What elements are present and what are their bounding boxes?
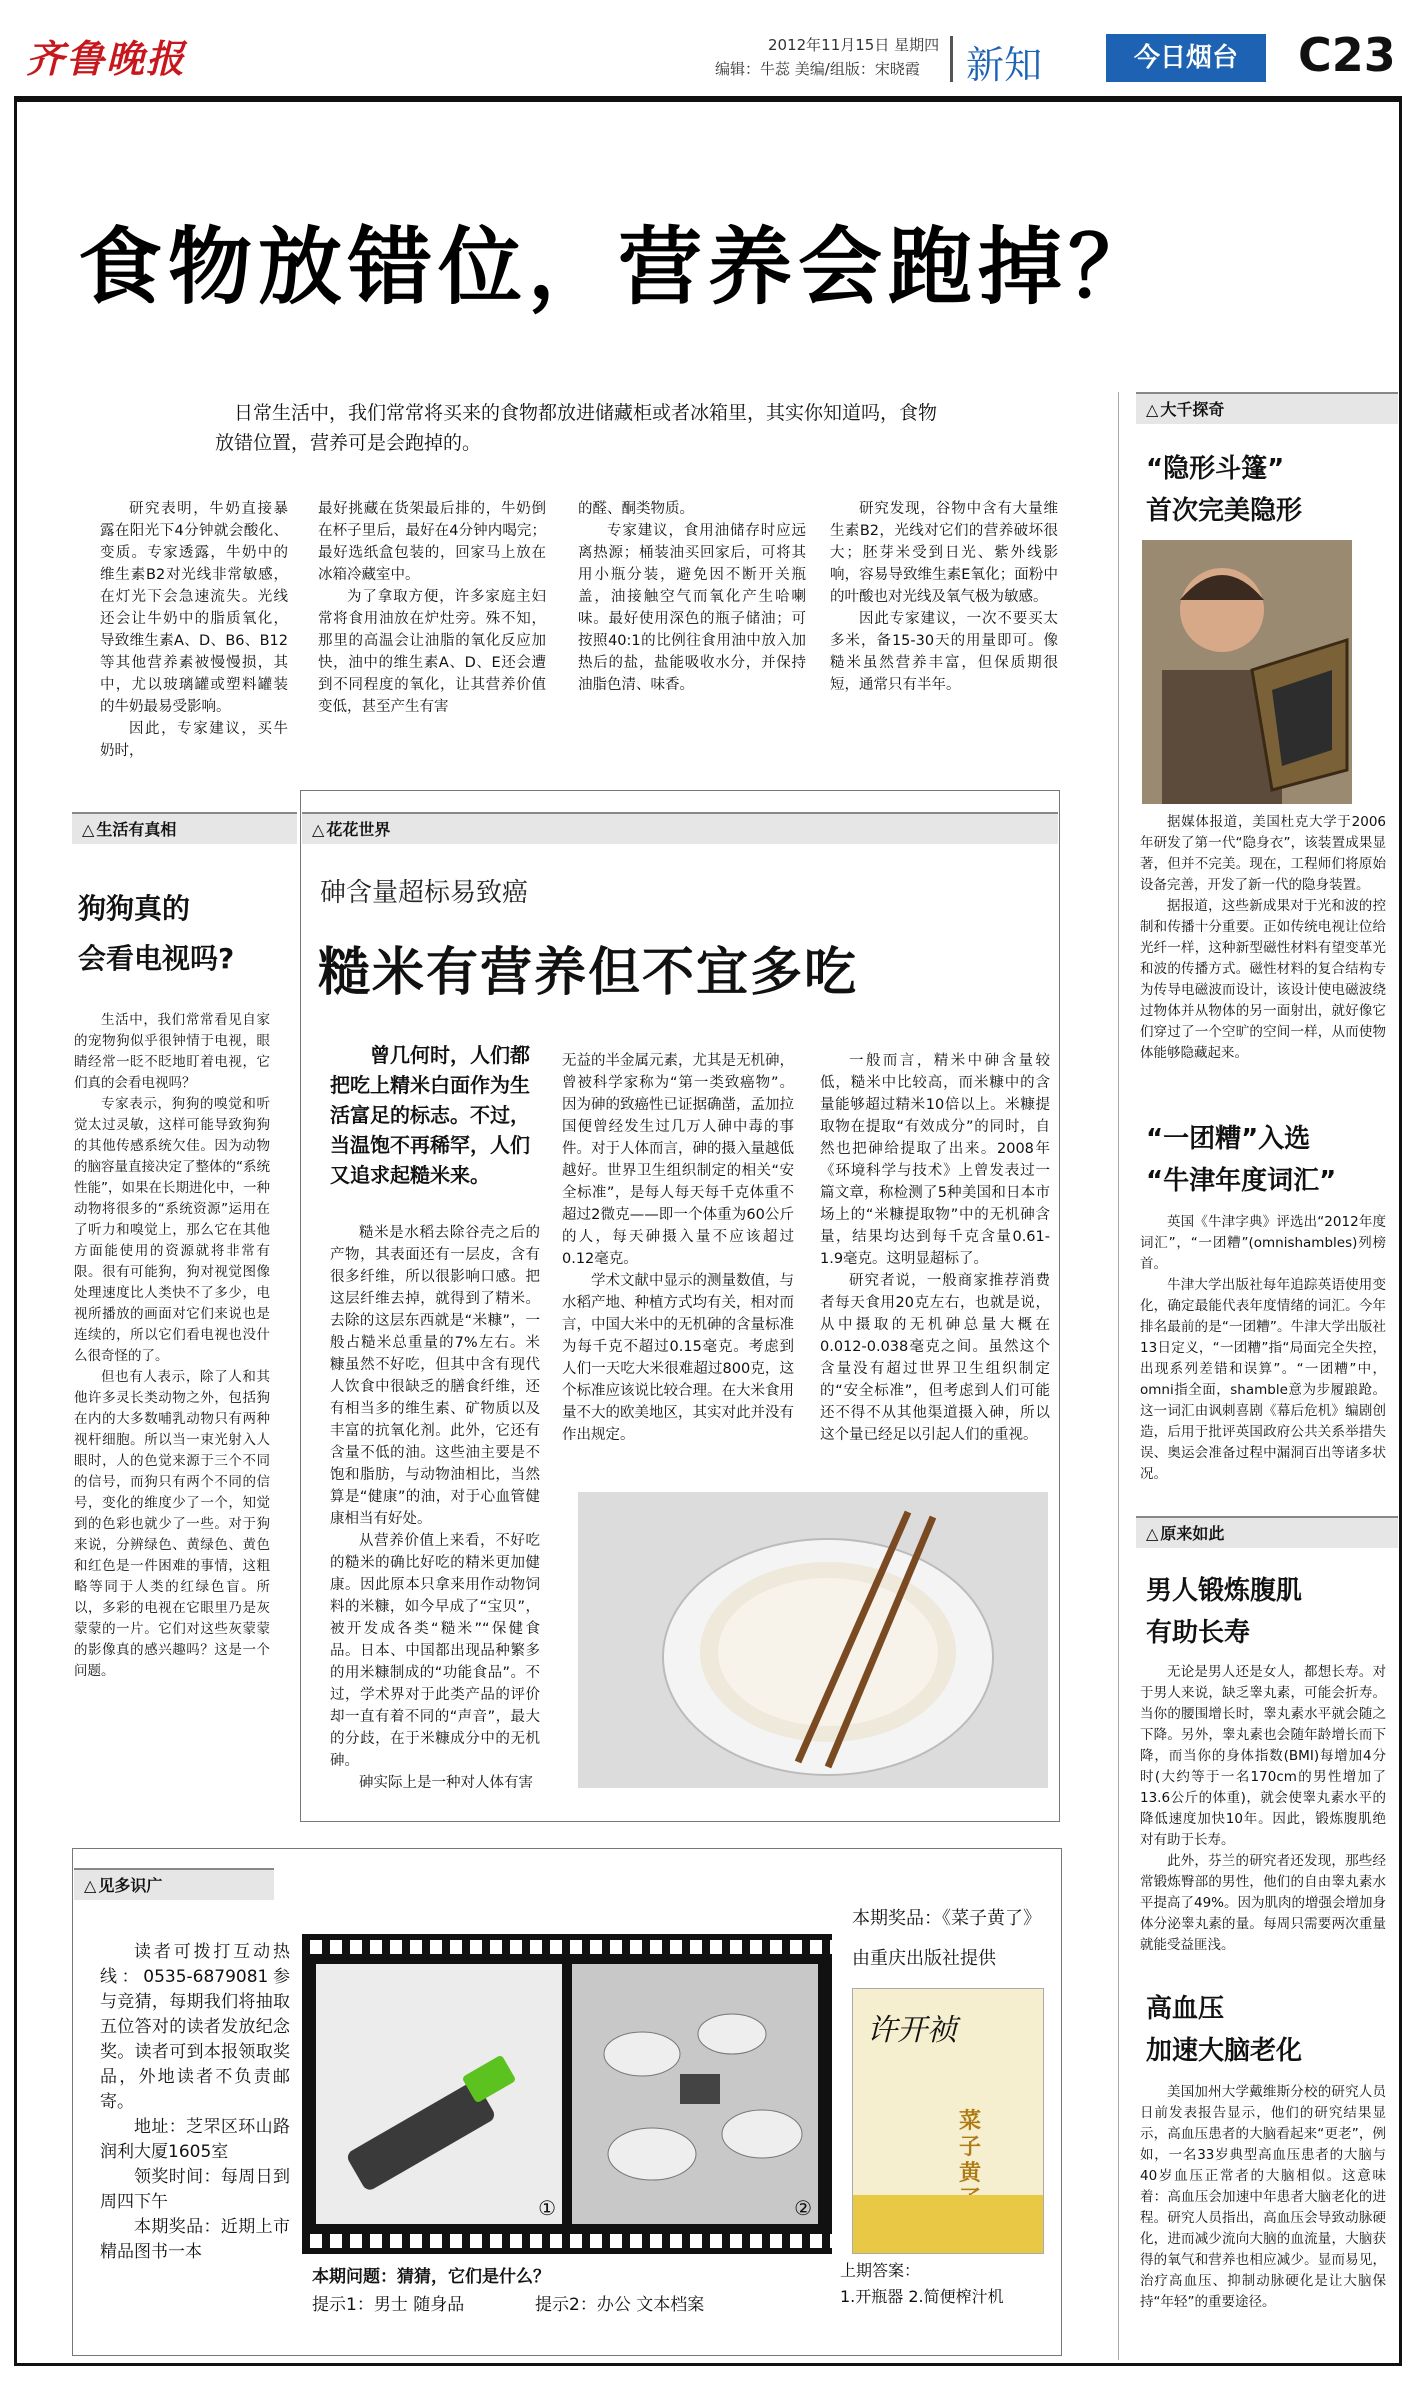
scientist-image [1142, 540, 1352, 804]
section-label: 生活有真相 [96, 820, 177, 839]
answer-text: 1.开瓶器 2.简便榨汁机 [840, 2287, 1004, 2306]
paragraph: 本期奖品：近期上市精品图书一本 [100, 2217, 290, 2262]
paragraph: 为了拿取方便，许多家庭主妇常将食用油放在炉灶旁。殊不知，那里的高温会让油脂的氧化反应加快，油中的维生素A、D、E还会遭到不同程度的氧化，让其营养价值变低，甚至产生有害 [318, 589, 546, 715]
edition-badge: 今日烟台 [1106, 34, 1266, 82]
paragraph: 此外，芬兰的研究者还发现，那些经常锻炼臀部的男性，他们的自由睾丸素水平提高了49%。因为肌肉的增强会增加身体分泌睾丸素的量。每周只需要两次重量就能受益匪浅。 [1140, 1853, 1387, 1953]
rice-bowl-image [578, 1492, 1048, 1788]
triangle-icon: △ [1146, 1524, 1159, 1543]
quiz-hint-1: 提示1：男士 随身品 [312, 2295, 465, 2315]
life-title-line2: 会看电视吗? [78, 942, 235, 975]
section-label: 原来如此 [1160, 1524, 1225, 1543]
life-body [74, 1010, 270, 1682]
story2-title-line2: “牛津年度词汇” [1146, 1166, 1337, 1196]
paragraph: 生活中，我们常常看见自家的宠物狗似乎很钟情于电视，眼睛经常一眨不眨地盯着电视，它们真的会看电视吗？ [74, 1012, 270, 1091]
paragraph: 一般而言，精米中砷含量较低，糙米中比较高，而米糠中的含量能够超过精米10倍以上。米糠提取物在提取“有效成分”的同时，自然也把砷给提取了出来。2008年《环境科学与技术》上曾发表过一篇文章，称检测了5种美国和日本市场上的“米糠提取物”中的无机砷含量，结果均达到每千克含量0.61-1.9毫克。这明显超标了。 [820, 1053, 1050, 1267]
quiz-photo-1 [316, 1964, 562, 2224]
rice-col3 [820, 1050, 1050, 1446]
triangle-icon: △ [84, 1876, 97, 1895]
paragraph: 的醛、酮类物质。 [578, 501, 694, 517]
story2-body [1140, 1212, 1386, 1485]
paragraph: 研究者说，一般商家推荐消费者每天食用20克左右，也就是说，从中摄取的无机砷总量大概在0.012-0.038毫克之间。虽然这个含量没有超过世界卫生组织制定的“安全标准”，但考虑到人们可能还不得不从其他渠道摄入砷，所以这个量已经足以引起人们的重视。 [820, 1273, 1050, 1443]
paragraph: 无益的半金属元素，尤其是无机砷，曾被科学家称为“第一类致癌物”。因为砷的致癌性已证据确凿，孟加拉国便曾经发生过几万人砷中毒的事件。对于人体而言，砷的摄入量越低越好。世界卫生组织制定的相关“安全标准”，是每人每天每千克体重不超过2微克——即一个体重为60公斤的人，每天砷摄入量不应该超过0.12毫克。 [562, 1053, 794, 1267]
story3-body [1140, 1662, 1386, 1956]
paragraph: 专家建议，食用油储存时应远离热源；桶装油买回家后，可将其用小瓶分装，避免因不断开关瓶盖，油接触空气而氧化产生哈喇味。最好使用深色的瓶子储油；可按照40:1的比例往食用油中放入加热后的盐，盐能吸收水分，并保持油脂色清、味香。 [578, 523, 806, 693]
film-strip [302, 1934, 832, 2254]
section-label: 见多识广 [98, 1876, 163, 1895]
paragraph: 但也有人表示，除了人和其他许多灵长类动物之外，包括狗在内的大多数哺乳动物只有两种视杆细胞。所以当一束光射入人眼时，人的色觉来源于三个不同的信号，而狗只有两个不同的信号，变化的维度少了一个，知觉到的色彩也就少了一些。对于狗来说，分辨绿色、黄绿色、黄色和红色是一件困难的事情，这粗略等同于人类的红绿色盲。所以，多彩的电视在它眼里乃是灰蒙蒙的一片。它们对这些灰蒙蒙的影像真的感兴趣吗？这是一个问题。 [74, 1369, 270, 1679]
story3-title-line2: 有助长寿 [1146, 1618, 1251, 1648]
section-label: 大千探奇 [1160, 400, 1225, 419]
photo-number-1: ① [538, 2196, 556, 2220]
paragraph: 专家表示，狗狗的嗅觉和听觉太过灵敏，这样可能导致狗狗的其他传感系统欠佳。因为动物的脑容量直接决定了整体的“系统性能”，如果在长期进化中，一种动物将很多的“系统资源”运用在了听力和嗅觉上，那么它在其他方面能使用的资源就将非常有限。很有可能狗，狗对视觉图像处理速度比人类快不了多少，电视所播放的画面对它们来说也是连续的，所以它们看电视也没什么很奇怪的了。 [74, 1096, 270, 1364]
quiz-question: 本期问题：猜猜，它们是什么？ [312, 2267, 550, 2287]
story4-title-line1: 高血压 [1146, 1994, 1225, 2024]
right-section-header-2 [1136, 1516, 1398, 1548]
rice-section-header [302, 812, 1058, 844]
lead-paragraph: 日常生活中，我们常常将买来的食物都放进储藏柜或者冰箱里，其实你知道吗，食物放错位置，营养可是会跑掉的。 [215, 402, 938, 454]
paragraph: 学术文献中显示的测量数值，与水稻产地、种植方式均有关，相对而言，中国大米中的无机砷的含量标准为每千克不超过0.15毫克。考虑到人们一天吃大米很难超过800克，这个标准应该说比较合理。在大米食用量不大的欧美地区，其实对此并没有作出规定。 [562, 1273, 794, 1443]
quiz-info [100, 1940, 290, 2265]
story1-body [1140, 812, 1386, 1064]
triangle-icon: △ [1146, 400, 1159, 419]
story1-title-line2: 首次完美隐形 [1146, 496, 1303, 526]
quiz-hint-2: 提示2：办公 文本档案 [535, 2295, 705, 2315]
quiz-photo-2 [572, 1964, 818, 2224]
right-section-header-1 [1136, 392, 1398, 424]
editors-line: 编辑：牛蕊 美编/组版：宋晓霞 [715, 60, 920, 78]
masthead-divider [950, 36, 953, 82]
film-perforation-bottom [302, 2234, 832, 2248]
date-line: 2012年11月15日 星期四 [768, 36, 940, 54]
book-author: 许开祯 [867, 2013, 957, 2048]
triangle-icon: △ [82, 820, 95, 839]
triangle-icon: △ [312, 820, 325, 839]
story1-title-line1: “隐形斗篷” [1146, 454, 1285, 484]
section-label: 花花世界 [326, 820, 391, 839]
paragraph: 研究表明，牛奶直接暴露在阳光下4分钟就会酸化、变质。专家透露，牛奶中的维生素B2对光线非常敏感，在灯光下会急速流失。光线还会让牛奶中的脂质氧化，导致维生素A、D、B6、B12等其他营养素被慢慢损，其中，尤以玻璃罐或塑料罐装的牛奶最易受影响。 [100, 501, 288, 715]
main-column-3 [578, 498, 806, 696]
cloak-photo [1142, 540, 1352, 804]
main-column-2 [318, 498, 546, 718]
prize-line-2: 由重庆出版社提供 [852, 1948, 996, 1969]
masthead-rule [14, 96, 1402, 102]
photo-number-2: ② [794, 2196, 812, 2220]
main-headline: 食物放错位，营养会跑掉？ [78, 218, 1159, 316]
rice-intro: 曾几何时，人们都把吃上精米白面作为生活富足的标志。不过，当温饱不再稀罕，人们又追求起糙米来。 [330, 1043, 530, 1187]
story2-title-line1: “一团糟”入选 [1146, 1124, 1311, 1154]
rice-bowl-photo [578, 1492, 1048, 1788]
page-number: C23 [1298, 28, 1396, 82]
story3-title-line1: 男人锻炼腹肌 [1146, 1576, 1303, 1606]
book-title: 菜子黄 [959, 2109, 982, 2186]
rice-col2 [562, 1050, 794, 1446]
paragraph: 因此专家建议，一次不要买太多米，备15-30天的用量即可。像糙米虽然营养丰富，但保质期很短，通常只有半年。 [830, 611, 1058, 693]
paragraph: 研究发现，谷物中含有大量维生素B2，光线对它们的营养破坏很大；胚芽米受到日光、紫外线影响，容易导致维生素E氧化；面粉中的叶酸也对光线及氧气极为敏感。 [830, 501, 1058, 605]
rice-kicker: 砷含量超标易致癌 [320, 878, 529, 908]
film-perforation-top [302, 1940, 832, 1954]
paragraph: 地址：芝罘区环山路润利大厦1605室 [100, 2117, 290, 2162]
office-image [572, 1964, 818, 2224]
paragraph: 无论是男人还是女人，都想长寿。对于男人来说，缺乏睾丸素，可能会折寿。当你的腰围增长时，睾丸素水平就会随之下降。另外，睾丸素也会随年龄增长而下降，而当你的身体指数(BMI)每增加4分时(大约等于一名170cm的男性增加了13.6公斤的体重)，就会使睾丸素水平的降低速度加快10年。因此，锻炼腹肌绝对有助于长寿。 [1140, 1664, 1386, 1848]
paragraph: 糙米是水稻去除谷壳之后的产物，其表面还有一层皮，含有很多纤维，所以很影响口感。把这层纤维去掉，就得到了精米。去除的这层东西就是“米糠”，一般占糙米总重量的7%左右。米糠虽然不好吃，但其中含有现代人饮食中很缺乏的膳食纤维，还有相当多的维生素、矿物质以及丰富的抗氧化剂。此外，它还有含量不低的油。这些油主要是不饱和脂肪，与动物油相比，当然算是“健康”的油，对于心血管健康相当有好处。 [330, 1225, 540, 1527]
page-right-border [1399, 96, 1402, 2366]
main-column-4 [830, 498, 1058, 696]
paragraph: 最好挑藏在货架最后排的，牛奶倒在杯子里后，最好在4分钟内喝完；最好选纸盒包装的，回家马上放在冰箱冷藏室中。 [318, 501, 546, 583]
rice-title: 糙米有营养但不宜多吃 [318, 943, 859, 1003]
paragraph: 美国加州大学戴维斯分校的研究人员日前发表报告显示，他们的研究结果显示，高血压患者的大脑看起来“更老”，例如，一名33岁典型高血压患者的大脑与40岁血压正常者的大脑相似。这意味着：高血压会加速中年患者大脑老化的进程。研究人员指出，高血压会导致动脉硬化，进而减少流向大脑的血流量，大脑获得的氧气和营养也相应减少。显而易见，治疗高血压、抑制动脉硬化是让大脑保持“年轻”的重要途径。 [1140, 2084, 1386, 2310]
paragraph: 砷实际上是一种对人体有害 [359, 1775, 533, 1791]
paragraph: 据媒体报道，美国杜克大学于2006年研发了第一代“隐身衣”，该装置成果显著，但并不完美。现在，工程师们将原始设备完善，开发了新一代的隐身装置。 [1140, 814, 1386, 893]
paragraph: 牛津大学出版社每年追踪英语使用变化，确定最能代表年度情绪的词汇。今年排名最前的是“一团糟”。牛津大学出版社13日定义，“一团糟”指“局面完全失控，出现系列差错和误算”。“一团糟”中，omni指全面，shamble意为步履踉跄。这一词汇由讽刺喜剧《幕后危机》编剧创造，后用于批评英国政府公共关系举措失误、奥运会准备过程中漏洞百出等诸多状况。 [1140, 1277, 1386, 1482]
page-bottom-border [14, 2363, 1402, 2366]
newspaper-logo: 齐鲁晚报 [26, 36, 187, 81]
right-column-rule [1118, 392, 1119, 2360]
book-cover [852, 1988, 1044, 2254]
answer-label: 上期答案： [840, 2261, 921, 2280]
story4-title-line2: 加速大脑老化 [1146, 2036, 1303, 2066]
paragraph: 据报道，这些新成果对于光和波的控制和传播十分重要。正如传统电视让位给光纤一样，这种新型磁性材料有望变革光和波的传播方式。磁性材料的复合结构专为传导电磁波而设计，该设计使电磁波绕过物体并从物体的另一面射出，就好像它们穿过了一个空旷的空间一样，从而使物体能够隐藏起来。 [1140, 898, 1386, 1061]
paragraph: 读者可拨打互动热线：0535-6879081参与竞猜，每期我们将抽取五位答对的读者发放纪念奖。读者可到本报领取奖品，外地读者不负责邮寄。 [100, 1942, 290, 2112]
page-left-border [14, 96, 17, 2366]
section-name: 新知 [966, 43, 1043, 87]
paragraph: 英国《牛津字典》评选出“2012年度词汇”，“一团糟”(omnishambles)列榜首。 [1140, 1214, 1386, 1272]
life-section-header [72, 812, 297, 844]
quiz-section-header [74, 1868, 274, 1900]
rice-col1 [330, 1222, 540, 1794]
main-column-1 [100, 498, 288, 762]
story4-body [1140, 2082, 1386, 2313]
prize-line-1: 本期奖品：《菜子黄了》 [852, 1908, 1041, 1929]
paragraph: 领奖时间：每周日到周四下午 [100, 2167, 290, 2212]
book-fields [853, 2195, 1043, 2253]
usb-gadget-image [316, 1964, 562, 2224]
life-title-line1: 狗狗真的 [78, 892, 191, 925]
paragraph: 从营养价值上来看，不好吃的糙米的确比好吃的精米更加健康。因此原本只拿来用作动物饲料的米糠，如今早成了“宝贝”，被开发成各类“糙米”“保健食品。日本、中国都出现品种繁多的用米糠制成的“功能食品”。不过，学术界对于此类产品的评价却一直有着不同的“声音”，最大的分歧，在于米糠成分中的无机砷。 [330, 1533, 540, 1769]
paragraph: 因此，专家建议，买牛奶时， [100, 721, 288, 759]
